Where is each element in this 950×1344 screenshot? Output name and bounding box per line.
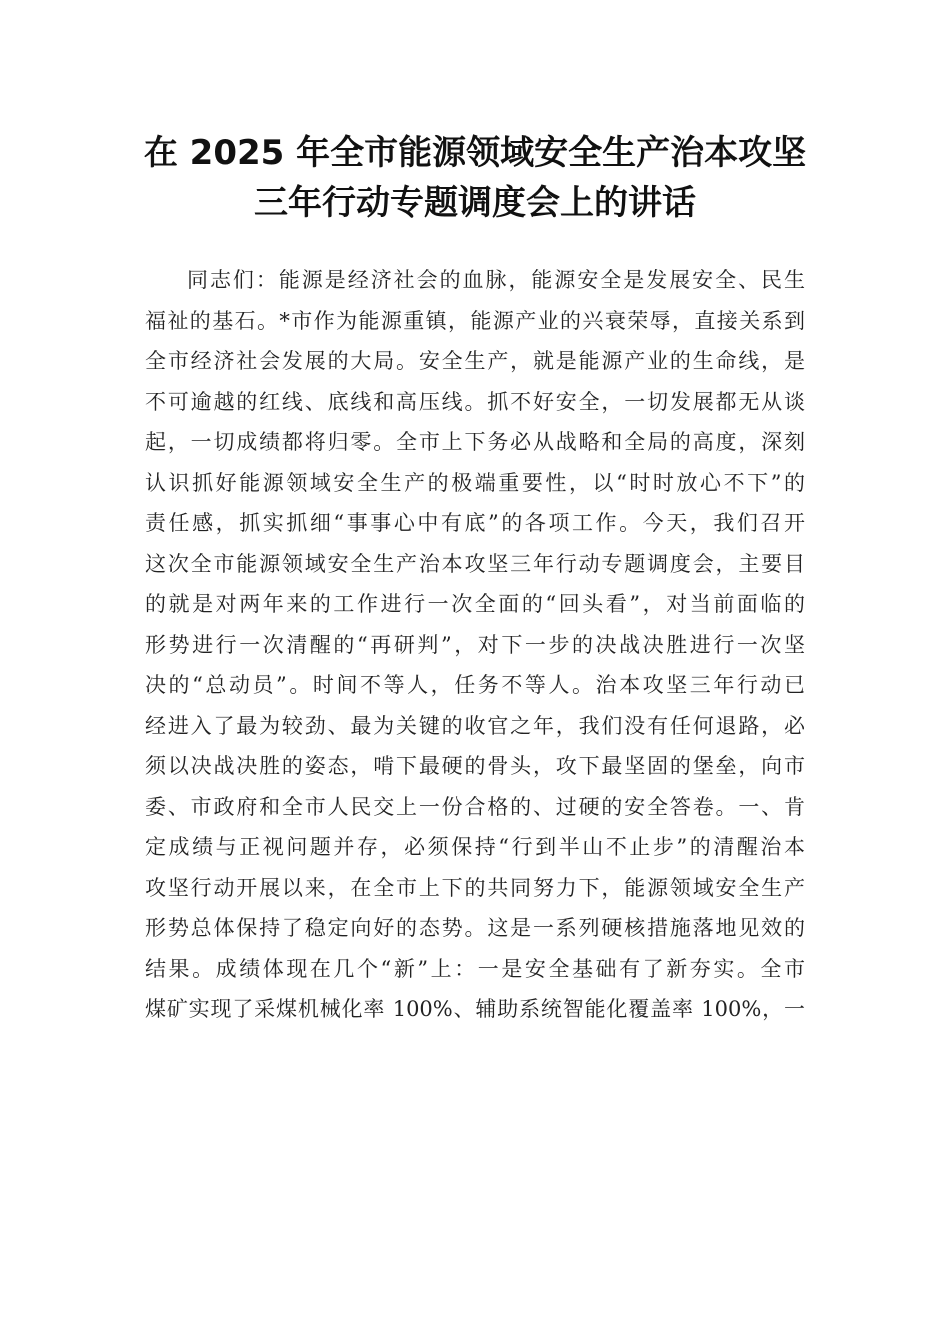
body-line: 决的“总动员”。时间不等人，任务不等人。治本攻坚三年行动已 <box>145 673 805 697</box>
body-line: 的就是对两年来的工作进行一次全面的“回头看”，对当前面临的 <box>145 592 805 616</box>
body-line: 福祉的基石。*市作为能源重镇，能源产业的兴衰荣辱，直接关系到 <box>145 308 805 333</box>
body-line: 经进入了最为较劲、最为关键的收官之年，我们没有任何退路，必 <box>145 713 805 738</box>
body-line: 不可逾越的红线、底线和高压线。抓不好安全，一切发展都无从谈 <box>145 389 805 414</box>
body-line: 全市经济社会发展的大局。安全生产，就是能源产业的生命线，是 <box>145 349 805 373</box>
document-title <box>100 128 850 228</box>
body-line: 形势总体保持了稳定向好的态势。这是一系列硬核措施落地见效的 <box>145 916 805 940</box>
body-line: 定成绩与正视问题并存，必须保持“行到半山不止步”的清醒治本 <box>145 835 805 859</box>
body-line: 形势进行一次清醒的“再研判”，对下一步的决战决胜进行一次坚 <box>145 632 805 657</box>
body-line: 这次全市能源领域安全生产治本攻坚三年行动专题调度会，主要目 <box>145 551 805 576</box>
body-line: 煤矿实现了采煤机械化率 100%、辅助系统智能化覆盖率 100%，一 <box>145 997 805 1021</box>
body-line: 委、市政府和全市人民交上一份合格的、过硬的安全答卷。一、肯 <box>145 794 805 819</box>
document-body <box>145 260 805 1030</box>
title-line-2: 三年行动专题调度会上的讲话 <box>254 183 696 223</box>
title-line-1: 在 2025 年全市能源领域安全生产治本攻坚 <box>143 133 807 173</box>
body-line: 同志们：能源是经济社会的血脉，能源安全是发展安全、民生 <box>187 268 805 292</box>
body-line: 责任感，抓实抓细“事事心中有底”的各项工作。今天，我们召开 <box>145 511 805 535</box>
body-line: 结果。成绩体现在几个“新”上：一是安全基础有了新夯实。全市 <box>145 956 805 981</box>
body-line: 攻坚行动开展以来，在全市上下的共同努力下，能源领域安全生产 <box>145 875 805 900</box>
body-line: 认识抓好能源领域安全生产的极端重要性，以“时时放心不下”的 <box>145 470 805 495</box>
body-line: 起，一切成绩都将归零。全市上下务必从战略和全局的高度，深刻 <box>145 430 805 454</box>
body-line: 须以决战决胜的姿态，啃下最硬的骨头，攻下最坚固的堡垒，向市 <box>145 754 805 778</box>
